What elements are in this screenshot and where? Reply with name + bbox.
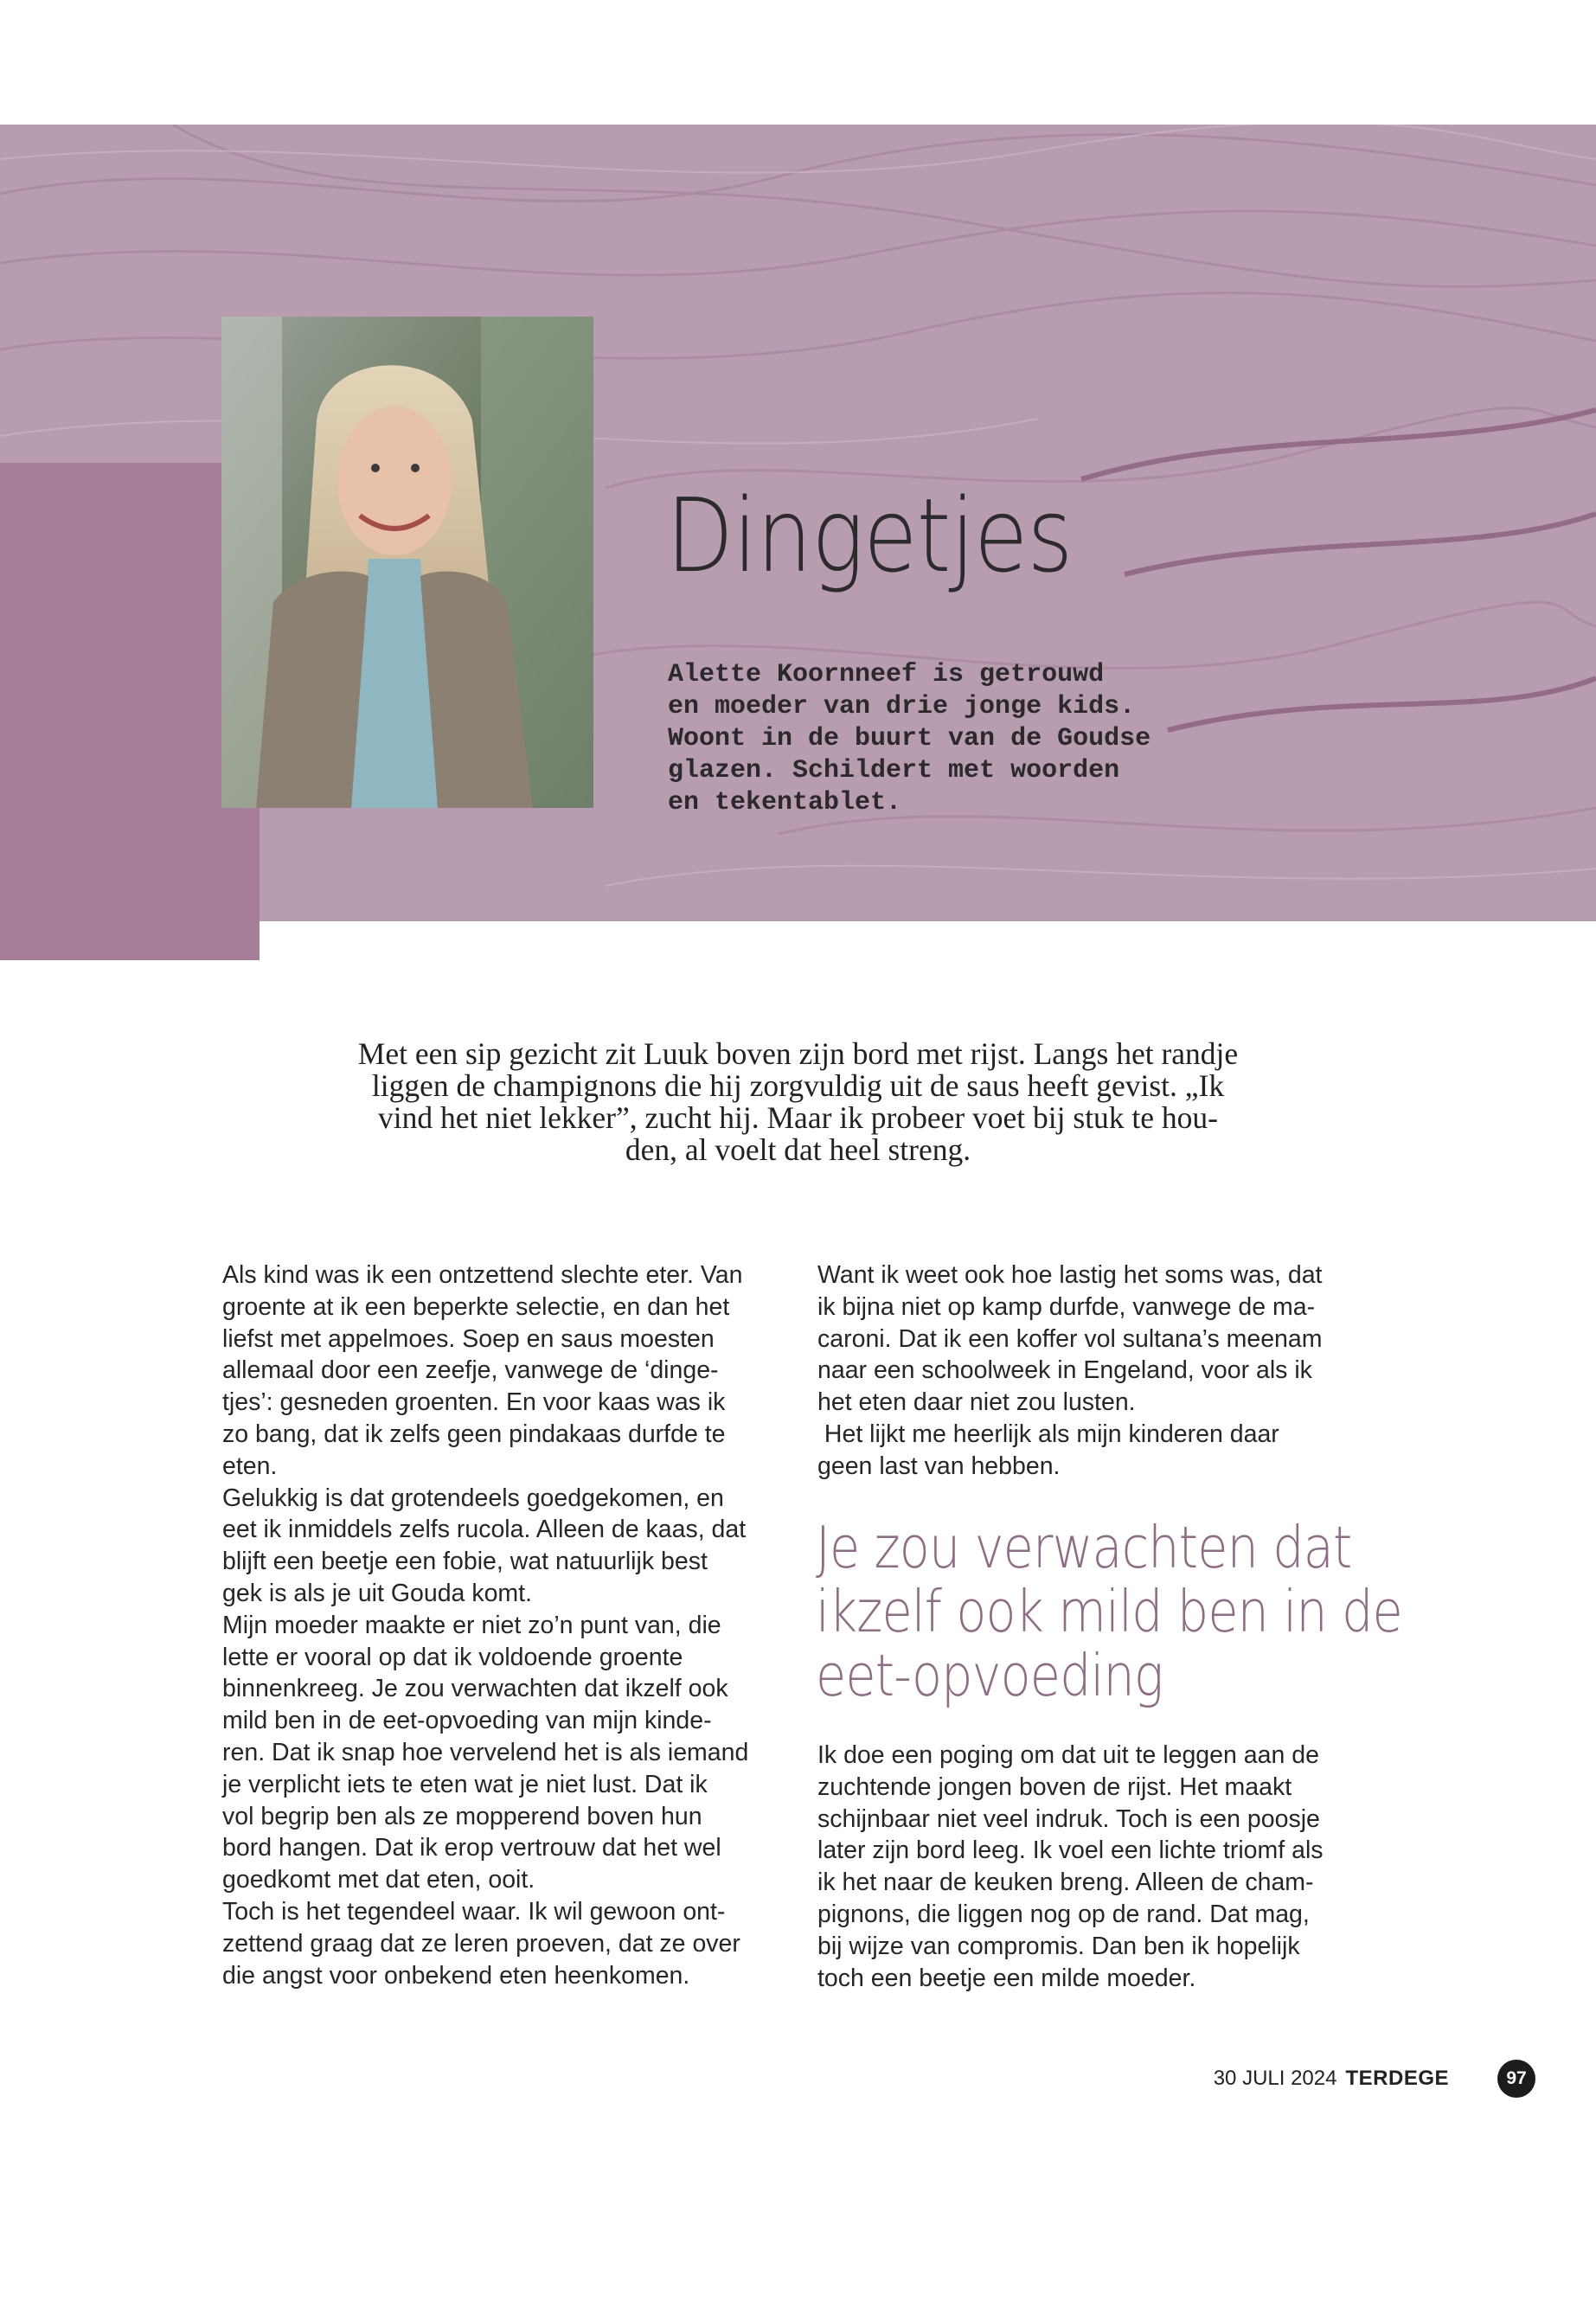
body-line: groente at ik een beperkte selectie, en dan het [222,1292,730,1321]
body-line: Toch is het tegendeel waar. Ik wil gewoon ont- [222,1897,726,1926]
accent-block [0,463,260,960]
issue-date: 30 JULI 2024 [1213,2067,1337,2090]
body-line: gek is als je uit Gouda komt. [222,1579,533,1607]
bio-line: en moeder van drie jonge kids. [668,692,1136,721]
author-portrait [221,317,593,808]
pull-quote-line: ikzelf ook mild ben in de [816,1578,1402,1645]
body-line: ik het naar de keuken breng. Alleen de cham- [817,1868,1314,1897]
page-number: 97 [1497,2060,1535,2098]
body-line: liefst met appelmoes. Soep en saus moesten [222,1324,715,1353]
body-line: later zijn bord leeg. Ik voel een lichte triomf als [817,1836,1324,1865]
body-line: blijft een beetje een fobie, wat natuurlijk best [222,1548,708,1576]
intro-paragraph [260,1038,1336,1166]
body-line: Want ik weet ook hoe lastig het soms was, dat [817,1261,1323,1289]
body-line: ik bijna niet op kamp durfde, vanwege de ma- [817,1292,1316,1321]
right-column-top [817,1259,1371,1483]
body-line: Als kind was ik een ontzettend slechte eter. Van [222,1261,743,1289]
body-line: je verplicht iets te eten wat je niet lust. Dat ik [222,1770,708,1798]
page-footer [1214,2067,1449,2091]
body-line: Het lijkt me heerlijk als mijn kinderen daar [817,1420,1279,1448]
magazine-name: TERDEGE [1345,2067,1449,2090]
intro-line: den, al voelt dat heel streng. [625,1132,971,1167]
pull-quote-line: Je zou verwachten dat [816,1514,1352,1581]
body-line: zuchtende jongen boven de rijst. Het maakt [817,1772,1292,1801]
body-line: Gelukkig is dat grotendeels goedgekomen, en [222,1484,724,1512]
body-line: lette er vooral op dat ik voldoende groente [222,1643,683,1671]
intro-line: liggen de champignons die hij zorgvuldig uit de saus heeft gevist. „Ik [371,1068,1225,1103]
body-line: caroni. Dat ik een koffer vol sultana’s meenam [817,1324,1323,1353]
body-line: zettend graag dat ze leren proeven, dat ze over [222,1929,740,1958]
page-title: Dingetjes [666,476,1073,595]
body-line: vol begrip ben als ze mopperend boven hun [222,1802,702,1830]
bio-line: Woont in de buurt van de Goudse [668,724,1151,753]
left-column [222,1259,793,1991]
body-line: geen last van hebben. [817,1452,1061,1480]
intro-line: vind het niet lekker”, zucht hij. Maar ik probeer voet bij stuk te hou- [377,1100,1219,1135]
body-line: Ik doe een poging om dat uit te leggen aan de [817,1741,1319,1769]
bio-line: glazen. Schildert met woorden [668,756,1120,785]
body-line: toch een beetje een milde moeder. [817,1964,1196,1992]
body-line: bord hangen. Dat ik erop vertrouw dat het wel [222,1834,721,1862]
body-line: die angst voor onbekend eten heenkomen. [222,1961,690,1990]
body-line: bij wijze van compromis. Dan ben ik hopelijk [817,1932,1300,1960]
intro-line: Met een sip gezicht zit Luuk boven zijn bord met rijst. Langs het randje [357,1036,1239,1071]
body-line: ren. Dat ik snap hoe vervelend het is als iemand [222,1738,749,1766]
author-bio [668,659,1239,819]
right-column-bottom [817,1740,1371,1994]
body-line: binnenkreeg. Je zou verwachten dat ikzelf ook [222,1675,728,1703]
bio-line: Alette Koornneef is getrouwd [668,660,1105,689]
body-line: naar een schoolweek in Engeland, voor als ik [817,1356,1312,1385]
body-line: zo bang, dat ik zelfs geen pindakaas durfde te [222,1420,726,1448]
pull-quote [816,1516,1402,1708]
body-line: goedkomt met dat eten, ooit. [222,1866,535,1894]
body-line: pignons, die liggen nog op de rand. Dat mag, [817,1900,1310,1928]
bio-line: en tekentablet. [668,788,902,817]
body-line: eten. [222,1452,278,1480]
body-line: mild ben in de eet-opvoeding van mijn kinde- [222,1707,712,1735]
body-line: tjes’: gesneden groenten. En voor kaas was ik [222,1388,726,1417]
pull-quote-line: eet-opvoeding [816,1642,1163,1709]
body-line: Mijn moeder maakte er niet zo’n punt van, die [222,1611,721,1639]
body-line: het eten daar niet zou lusten. [817,1388,1136,1417]
body-line: schijnbaar niet veel indruk. Toch is een poosje [817,1804,1320,1833]
body-line: eet ik inmiddels zelfs rucola. Alleen de kaas, dat [222,1516,747,1544]
body-line: allemaal door een zeefje, vanwege de ‘dinge- [222,1356,719,1385]
